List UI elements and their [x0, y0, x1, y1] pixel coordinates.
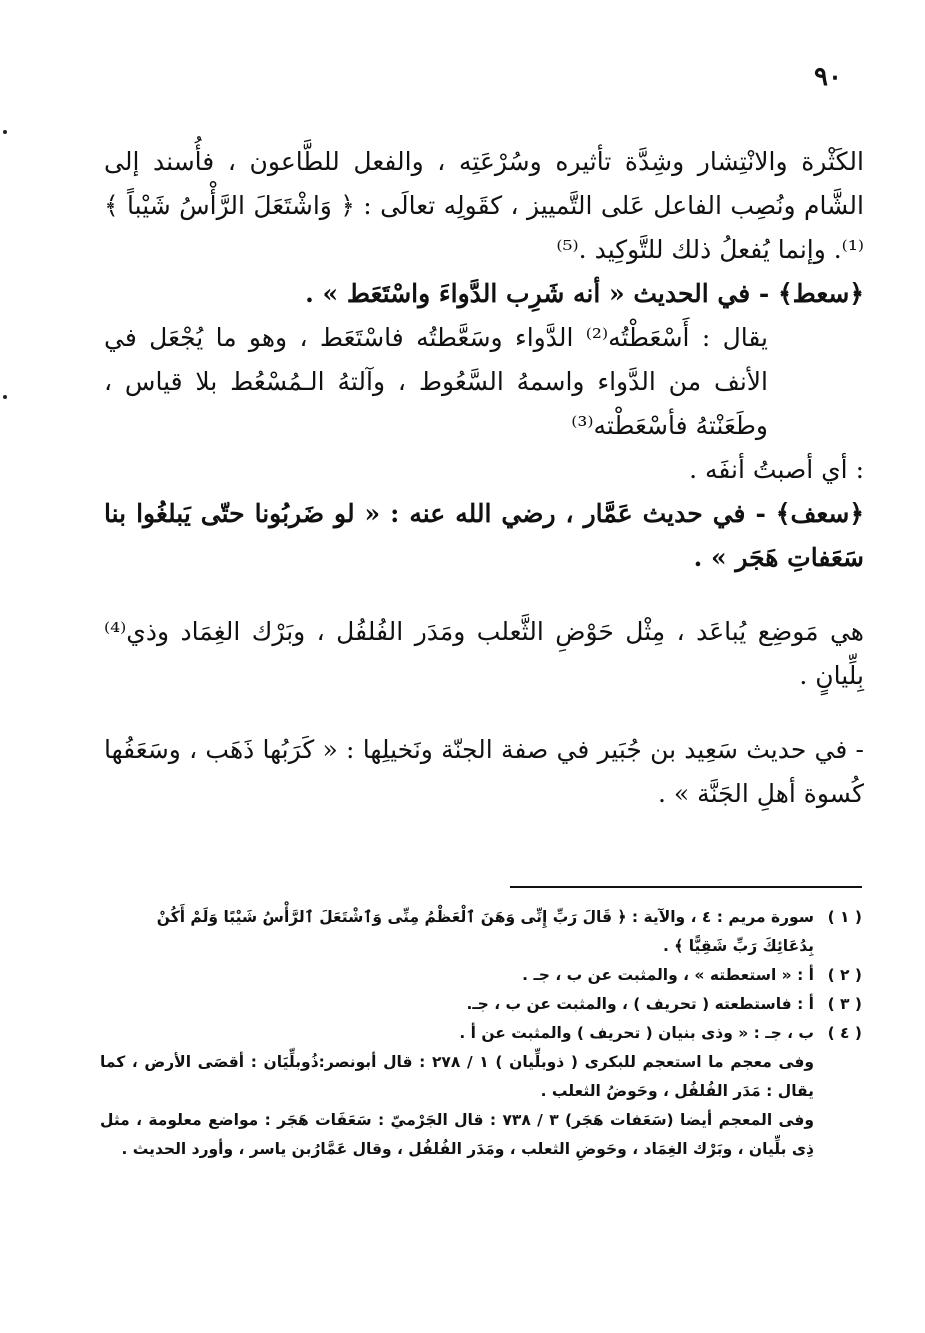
footnote — [100, 903, 862, 932]
paragraph: هي مَوضِع يُباعَد ، مِثْل حَوْضِ الثَّعلب ومَدَر الفُلفُل ، وبَرْك الغِمَاد وذي⁽⁴⁾ بِلِّيانٍ . — [104, 617, 864, 690]
paragraph: الكَثْرة والانْتِشار وشِدَّة تأثيره وسُرْعَتِه ، والفعل للطَّاعون ، فأُسند إلى الشَّام ونُصِب الفاعل عَلى التَّمييز ، كقَولِه تعالَى : ﴿ وَاشْتَعَلَ الرَّأْسُ شَيْباً ﴾⁽¹⁾. وإنما يُفعلُ ذلك للتَّوكِيد .⁽⁵⁾ — [104, 147, 864, 264]
main-text — [104, 140, 864, 816]
paragraph: - في حديث سَعِيد بن جُبَير في صفة الجنّة ونَخيلِها : « كَرَبُها ذَهَب ، وسَعَفُها كُسوة أهلِ الجَنَّة » . — [104, 735, 864, 808]
page-number: ٩٠ — [814, 62, 842, 92]
footnote-text: سورة مريم : ٤ ، والآية : ﴿ قَالَ رَبِّ إِنِّى وَهَنَ ٱلْعَظْمُ مِنِّى وَٱشْتَعَلَ ٱلرَّأْسُ شَيْبًا وَلَمْ أَكُنْ — [156, 908, 814, 926]
footnote-number: ( ٤ ) — [827, 1024, 862, 1042]
paragraph: يقال : أَسْعَطْتُه⁽²⁾ الدَّواء وسَعَّطتُه فاسْتَعَط ، وهو ما يُجْعَل في الأنف من الدَّواء واسمهُ السَّعُوط ، وآلتهُ الـمُسْعُط بلا قياس ، وطَعَنْتهُ فأسْعَطْته⁽³⁾ — [104, 323, 768, 440]
footnotes — [100, 903, 862, 1164]
footnote-separator — [510, 886, 862, 888]
footnote-number: ( ١ ) — [827, 908, 862, 926]
paragraph: : أي أصبتُ أنفَه . — [689, 455, 864, 484]
footnote-text: أ : فاستطعته ( تحريف ) ، والمثبت عن ب ، جـ. — [466, 995, 814, 1013]
footnote-number: ( ٢ ) — [827, 966, 862, 984]
entry-sa3af: ﴿سعف﴾ - في حديث عَمَّار ، رضي الله عنه : « لو ضَربُونا حتّى يَبلغُوا بنا سَعَفاتِ هَجَر » . — [104, 499, 864, 572]
footnote-text: ب ، جـ : « وذى بنيان ( تحريف ) والمثبت عن أ . — [459, 1024, 814, 1042]
footnote-continuation: بِدُعَائِكَ رَبِّ شَقِيًّا ﴾ . — [662, 937, 814, 955]
footnote — [100, 961, 862, 990]
scan-speck — [3, 395, 7, 399]
footnote-note: وفى معجم ما استعجم للبكرى ( ذوبلِّيان ) ١ / ٢٧٨ : قال أبونصر:ذُوبلِّيَان : أقصَى الأرض ، كما يقال : مَدَر الفُلفُل ، وحَوضُ الثعلب . — [100, 1053, 814, 1100]
entry-sa3at: ﴿سعط﴾ - في الحديث « أنه شَرِب الدَّواءَ واسْتَعَط » . — [305, 279, 864, 308]
footnote-text: أ : « استعطته » ، والمثبت عن ب ، جـ . — [522, 966, 814, 984]
footnote — [100, 990, 862, 1019]
footnote-number: ( ٣ ) — [827, 995, 862, 1013]
scan-speck — [3, 130, 7, 134]
footnote-note: وفى المعجم أيضا (سَعَفات هَجَر) ٣ / ٧٣٨ : قال الجَرْميّ : سَعَفَات هَجَر : مواضع معلومة ، مثل ذِى بلِّيان ، وبَرْك الغِمَاد ، وحَوضِ الثعلب ، ومَدَر الفُلفُل ، وقال عَمَّارُبن ياسر ، وأورد الحديث . — [100, 1111, 814, 1158]
footnote — [100, 1019, 862, 1048]
